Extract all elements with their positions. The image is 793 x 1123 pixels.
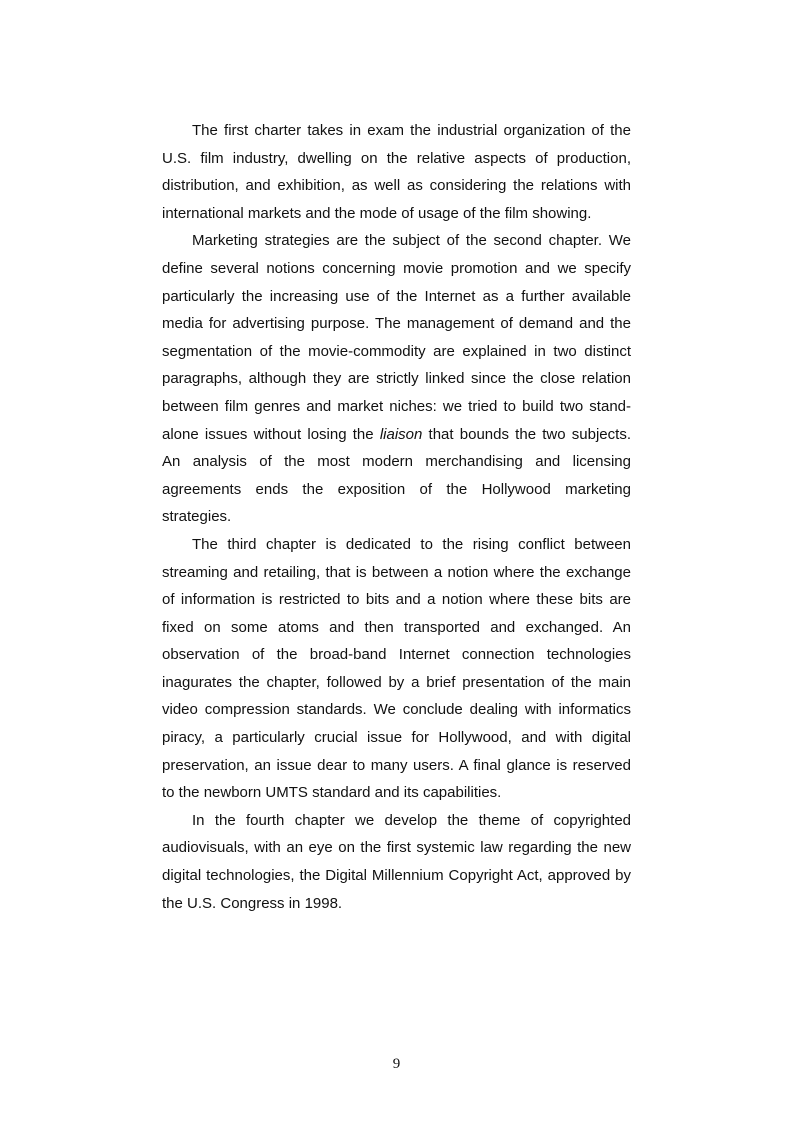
- body-text: [162, 117, 631, 917]
- paragraph-second-chapter-part-1: Marketing strategies are the subject of the second chapter. We define several notions concerning movie promotion and we specify particularly the increasing use of the Internet as a further available media for advertising purpose. The management of demand and the segmentation of the movie-commodity are explained in two distinct paragraphs, although they are strictly linked since the close relation between film genres and market niches: we tried to build two stand-alone issues without losing the: [162, 232, 631, 443]
- paragraph-fourth-chapter: In the fourth chapter we develop the theme of copyrighted audiovisuals, with an eye on the first systemic law regarding the new digital technologies, the Digital Millennium Copyright Act, approved by the U.S. Congress in 1998.: [162, 811, 631, 912]
- paragraph-second-chapter-part-2: that bounds the two subjects. An analysis of the most modern merchandising and licensing agreements ends the exposition of the Hollywood marketing strategies.: [162, 425, 631, 526]
- paragraph-third-chapter: The third chapter is dedicated to the rising conflict between streaming and retailing, that is between a notion where the exchange of information is restricted to bits and a notion where these bits are fixed on some atoms and then transported and exchanged. An observation of the broad-band Internet connection technologies inagurates the chapter, followed by a brief presentation of the main video compression standards. We conclude dealing with informatics piracy, a particularly crucial issue for Hollywood, and with digital preservation, an issue dear to many users. A final glance is reserved to the newborn UMTS standard and its capabilities.: [162, 535, 631, 802]
- paragraph-second-chapter: [162, 227, 631, 531]
- italic-term-liaison: liaison: [379, 425, 423, 443]
- page-number: 9: [392, 1056, 401, 1072]
- paragraph-first-chapter: The first charter takes in exam the industrial organization of the U.S. film industry, dwelling on the relative aspects of production, distribution, and exhibition, as well as considering the relations with international markets and the mode of usage of the film showing.: [162, 122, 631, 222]
